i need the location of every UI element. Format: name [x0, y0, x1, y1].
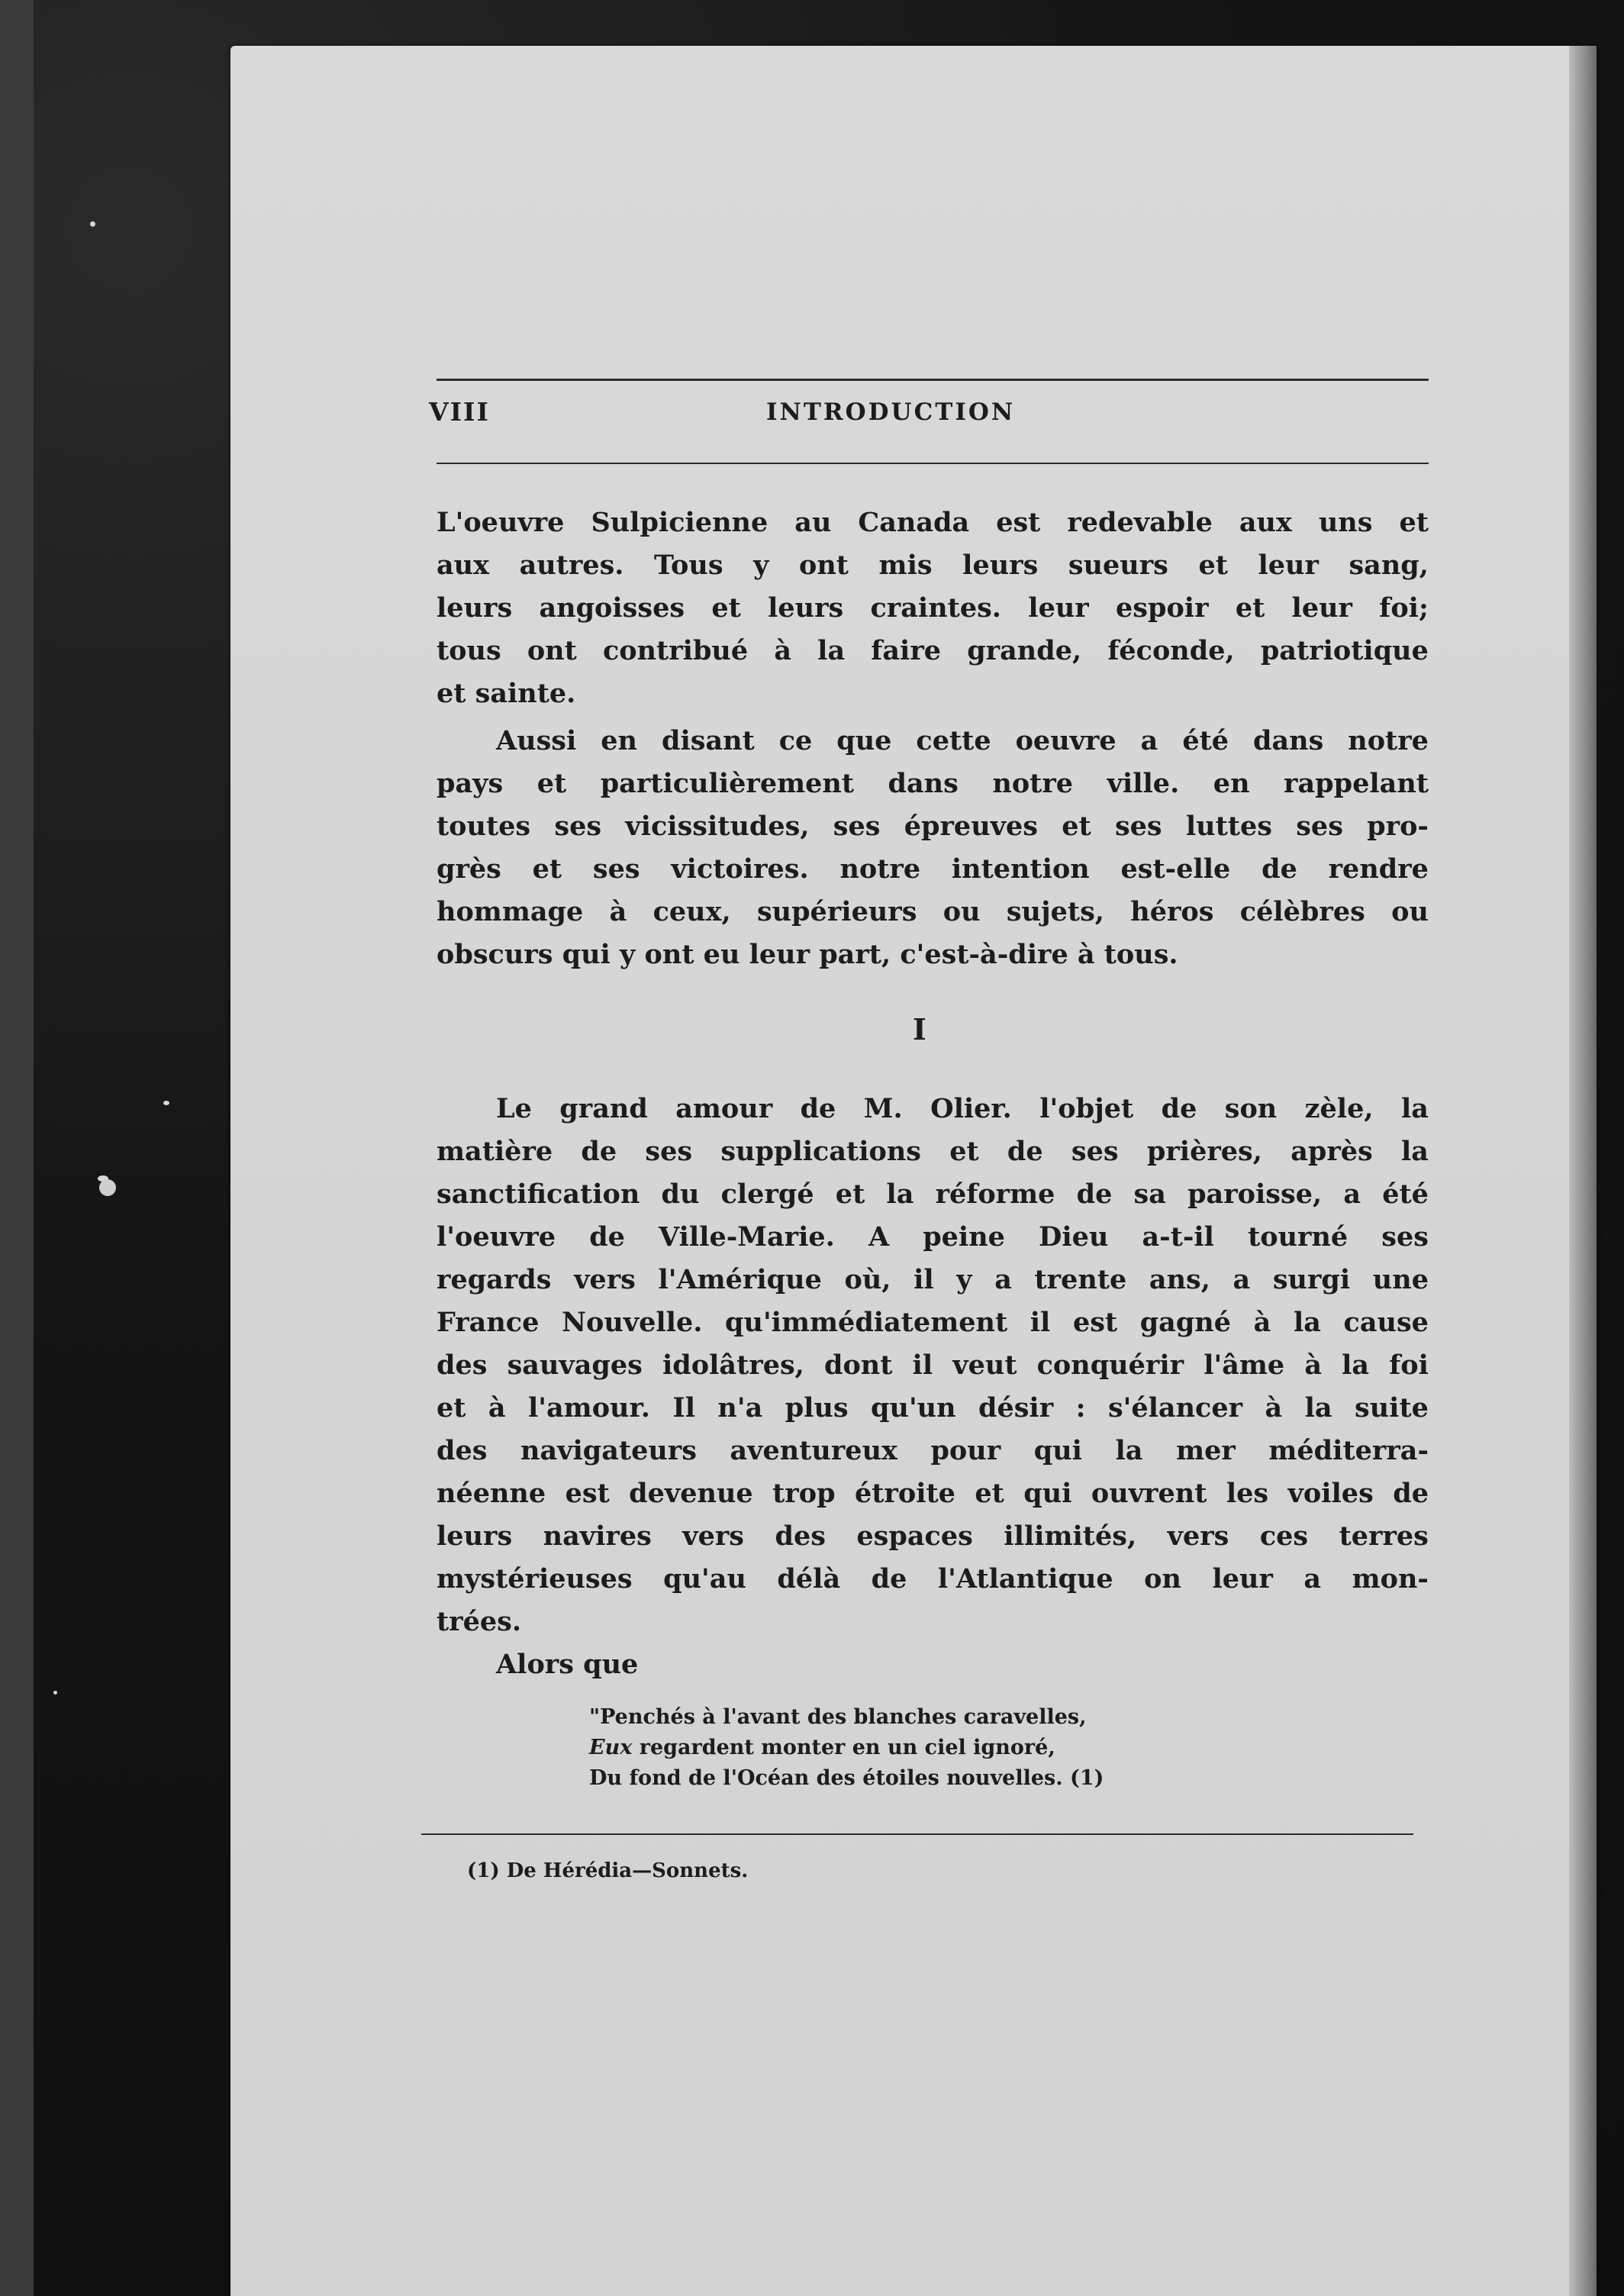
word: des — [775, 1520, 826, 1552]
scan-left-border — [0, 0, 34, 2296]
word: rendre — [1328, 853, 1429, 885]
word: clergé — [720, 1179, 814, 1210]
word: surgi — [1272, 1264, 1351, 1295]
word: leurs — [437, 1520, 513, 1552]
word: aux — [1239, 507, 1292, 538]
word: au — [794, 507, 832, 538]
word: trente — [1034, 1264, 1127, 1295]
word: sueurs — [1068, 550, 1168, 581]
word: délà — [777, 1563, 841, 1595]
word: L'oeuvre — [437, 507, 565, 538]
word: amour — [675, 1093, 773, 1124]
word: et — [1399, 507, 1429, 538]
word: Olier. — [930, 1093, 1012, 1124]
word: navigateurs — [520, 1435, 697, 1466]
word: qu'au — [663, 1563, 746, 1595]
word: : — [1075, 1392, 1086, 1424]
word: victoires. — [671, 853, 809, 885]
word: uns — [1318, 507, 1373, 538]
word: craintes. — [870, 592, 1001, 624]
word: cause — [1343, 1307, 1429, 1338]
word: vers — [682, 1520, 745, 1552]
paragraph-line — [437, 896, 1429, 927]
paragraph-line — [437, 1563, 1429, 1595]
word: mon- — [1352, 1563, 1429, 1595]
word: luttes — [1185, 811, 1272, 842]
word: suite — [1355, 1392, 1429, 1424]
word: ses — [1071, 1136, 1119, 1167]
word: il — [1030, 1307, 1051, 1338]
word: y — [956, 1264, 972, 1295]
word: voiles — [1287, 1478, 1374, 1509]
word: trop — [772, 1478, 836, 1509]
word: s'élancer — [1107, 1392, 1243, 1424]
word: l'amour. — [527, 1392, 650, 1424]
word: vicissitudes, — [625, 811, 810, 842]
word: à — [488, 1392, 506, 1424]
word: supérieurs — [756, 896, 917, 927]
word: ses — [833, 811, 881, 842]
word: son — [1224, 1093, 1278, 1124]
word: mystérieuses — [437, 1563, 633, 1595]
word: ouvrent — [1091, 1478, 1207, 1509]
section-number: I — [913, 1012, 926, 1046]
word: l'Atlantique — [937, 1563, 1113, 1595]
word: Sulpicienne — [591, 507, 768, 538]
paragraph-line: et sainte. — [437, 678, 576, 709]
word: Nouvelle. — [562, 1307, 703, 1338]
word: Canada — [858, 507, 970, 538]
word: néenne — [437, 1478, 546, 1509]
word: ses — [1296, 811, 1343, 842]
word: ville. — [1107, 768, 1180, 799]
paragraph-line — [437, 1136, 1429, 1167]
paragraph-line — [437, 592, 1429, 624]
verse-italic-word: Eux — [589, 1736, 633, 1759]
paragraph-line — [437, 1350, 1429, 1381]
page-edge — [1569, 46, 1597, 2296]
word: angoisses — [539, 592, 685, 624]
word: de — [1262, 853, 1297, 885]
paragraph-line — [437, 768, 1429, 799]
word: sanctification — [437, 1179, 640, 1210]
word: et — [949, 1136, 979, 1167]
word: et — [975, 1478, 1004, 1509]
word: pays — [437, 768, 504, 799]
word: Tous — [654, 550, 723, 581]
word: a — [1343, 1179, 1361, 1210]
word: rappelant — [1284, 768, 1429, 799]
word: en — [1213, 768, 1250, 799]
word: ses — [1381, 1221, 1429, 1253]
book-page — [230, 46, 1597, 2296]
word: contribué — [602, 635, 749, 666]
paragraph-line: trées. — [437, 1606, 522, 1637]
word: l'objet — [1039, 1093, 1134, 1124]
paragraph-line — [437, 811, 1429, 842]
word: mer — [1176, 1435, 1236, 1466]
word: a-t-il — [1142, 1221, 1214, 1253]
paragraph-line — [437, 1520, 1429, 1552]
word: méditerra- — [1268, 1435, 1429, 1466]
word: Il — [672, 1392, 695, 1424]
word: peine — [923, 1221, 1005, 1253]
word: la — [817, 635, 846, 666]
word: grand — [559, 1093, 648, 1124]
word: prières, — [1146, 1136, 1262, 1167]
word: leur — [1212, 1563, 1273, 1595]
word: navires — [543, 1520, 652, 1552]
word: la — [1115, 1435, 1143, 1466]
word: aux — [437, 550, 489, 581]
word: ses — [1114, 811, 1162, 842]
word: ou — [942, 896, 981, 927]
word: la — [1342, 1350, 1370, 1381]
word: sujets, — [1006, 896, 1104, 927]
word: Ville-Marie. — [659, 1221, 835, 1253]
word: y — [753, 550, 769, 581]
word: ont — [527, 635, 577, 666]
word: dont — [823, 1350, 893, 1381]
paragraph-line — [437, 1435, 1429, 1466]
word: de — [581, 1136, 617, 1167]
word: faire — [871, 635, 942, 666]
word: épreuves — [904, 811, 1038, 842]
word: ce — [778, 725, 813, 756]
paragraph-line — [437, 1392, 1429, 1424]
word: et — [1062, 811, 1091, 842]
word: étroite — [855, 1478, 955, 1509]
word: plus — [785, 1392, 849, 1424]
word: il — [914, 1264, 934, 1295]
word: M. — [863, 1093, 903, 1124]
verse-line — [589, 1736, 1055, 1759]
word: qui — [1033, 1435, 1082, 1466]
word: vers — [1167, 1520, 1229, 1552]
word: ceux, — [652, 896, 731, 927]
word: ses — [554, 811, 602, 842]
word: et — [1235, 592, 1265, 624]
word: de — [1161, 1093, 1197, 1124]
footnote-rule — [421, 1833, 1413, 1835]
word: ses — [645, 1136, 693, 1167]
page-folio: VIII — [429, 397, 490, 427]
word: a — [1232, 1264, 1251, 1295]
header-top-rule — [437, 379, 1429, 381]
header-bottom-rule — [437, 463, 1429, 464]
word: intention — [951, 853, 1090, 885]
paragraph-line — [496, 725, 1429, 756]
word: oeuvre — [1015, 725, 1116, 756]
word: cette — [916, 725, 991, 756]
word: notre — [992, 768, 1074, 799]
word: est-elle — [1120, 853, 1231, 885]
word: A — [868, 1221, 890, 1253]
word: Aussi — [496, 725, 577, 756]
word: supplications — [720, 1136, 921, 1167]
word: et — [835, 1179, 865, 1210]
footnote-text: (1) De Hérédia—Sonnets. — [467, 1859, 749, 1882]
paragraph-line — [437, 1221, 1429, 1253]
word: après — [1290, 1136, 1373, 1167]
word: est — [565, 1478, 610, 1509]
word: veut — [952, 1350, 1017, 1381]
word: réforme — [935, 1179, 1055, 1210]
paragraph-line — [437, 1179, 1429, 1210]
paragraph-line — [437, 507, 1429, 538]
word: ou — [1391, 896, 1429, 927]
word: autres. — [519, 550, 624, 581]
word: Le — [496, 1093, 532, 1124]
word: la — [1293, 1307, 1321, 1338]
word: l'oeuvre — [437, 1221, 556, 1253]
paragraph-line — [437, 1264, 1429, 1295]
verse-line: Du fond de l'Océan des étoiles nouvelles. (1) — [589, 1766, 1104, 1790]
paragraph-line — [437, 853, 1429, 885]
word: patriotique — [1260, 635, 1429, 666]
word: leur — [1258, 550, 1319, 581]
word: dans — [1252, 725, 1324, 756]
word: été — [1382, 1179, 1429, 1210]
word: regards — [437, 1264, 552, 1295]
word: redevable — [1067, 507, 1213, 538]
paragraph-line: obscurs qui y ont eu leur part, c'est-à-dire à tous. — [437, 939, 1178, 970]
word: leur — [1028, 592, 1089, 624]
word: paroisse, — [1187, 1179, 1323, 1210]
word: tous — [437, 635, 501, 666]
word: ont — [799, 550, 849, 581]
word: sang, — [1348, 550, 1429, 581]
dust-speck — [163, 1101, 169, 1105]
dust-speck — [53, 1691, 57, 1695]
word: les — [1226, 1478, 1269, 1509]
word: l'Amérique — [658, 1264, 822, 1295]
word: à — [1253, 1307, 1271, 1338]
word: terres — [1339, 1520, 1429, 1552]
word: et — [536, 768, 567, 799]
word: à — [609, 896, 627, 927]
word: zèle, — [1304, 1093, 1374, 1124]
word: conquérir — [1036, 1350, 1184, 1381]
word: particulièrement — [600, 768, 854, 799]
word: espaces — [856, 1520, 973, 1552]
word: n'a — [717, 1392, 763, 1424]
paragraph-line — [437, 1307, 1429, 1338]
word: et — [532, 853, 562, 885]
paragraph-line — [437, 550, 1429, 581]
word: disant — [661, 725, 755, 756]
word: espoir — [1116, 592, 1209, 624]
word: héros — [1130, 896, 1214, 927]
word: la — [1304, 1392, 1332, 1424]
word: ces — [1259, 1520, 1309, 1552]
word: qu'un — [871, 1392, 956, 1424]
word: que — [836, 725, 892, 756]
paragraph-line — [437, 1478, 1429, 1509]
word: été — [1182, 725, 1229, 756]
word: tourné — [1248, 1221, 1348, 1253]
word: grès — [437, 853, 501, 885]
word: et — [1198, 550, 1228, 581]
word: des — [437, 1435, 488, 1466]
word: sa — [1133, 1179, 1166, 1210]
word: on — [1144, 1563, 1181, 1595]
word: de — [800, 1093, 836, 1124]
word: toutes — [437, 811, 531, 842]
word: en — [601, 725, 637, 756]
word: Dieu — [1039, 1221, 1109, 1253]
word: leurs — [962, 550, 1039, 581]
word: notre — [1348, 725, 1429, 756]
word: de — [871, 1563, 907, 1595]
word: a — [994, 1264, 1012, 1295]
word: pro- — [1367, 811, 1429, 842]
dust-speck — [90, 221, 95, 227]
word: a — [1140, 725, 1158, 756]
word: il — [912, 1350, 933, 1381]
word: est — [1072, 1307, 1118, 1338]
word: mis — [878, 550, 933, 581]
verse-line-rest: regardent monter en un ciel ignoré, — [632, 1736, 1055, 1759]
word: qui — [1023, 1478, 1072, 1509]
word: de — [1007, 1136, 1043, 1167]
word: dans — [888, 768, 959, 799]
word: est — [996, 507, 1041, 538]
word: la — [1401, 1136, 1429, 1167]
word: leur — [1291, 592, 1352, 624]
word: de — [1076, 1179, 1113, 1210]
word: ses — [592, 853, 640, 885]
word: des — [437, 1350, 488, 1381]
word: à — [1304, 1350, 1323, 1381]
word: et — [711, 592, 741, 624]
word: foi — [1389, 1350, 1429, 1381]
word: a — [1303, 1563, 1322, 1595]
word: qu'immédiatement — [725, 1307, 1008, 1338]
word: de — [1393, 1478, 1429, 1509]
word: du — [661, 1179, 700, 1210]
word: où, — [844, 1264, 891, 1295]
word: notre — [839, 853, 921, 885]
word: la — [886, 1179, 914, 1210]
word: sauvages — [507, 1350, 643, 1381]
word: ans, — [1149, 1264, 1210, 1295]
word: grande, — [967, 635, 1082, 666]
word: leurs — [768, 592, 844, 624]
word: féconde, — [1107, 635, 1235, 666]
paragraph-line — [496, 1093, 1429, 1124]
verse-line: "Penchés à l'avant des blanches caravelles, — [589, 1705, 1087, 1729]
word: France — [437, 1307, 540, 1338]
word: et — [437, 1392, 466, 1424]
word: illimités, — [1004, 1520, 1137, 1552]
word: de — [589, 1221, 625, 1253]
word: matière — [437, 1136, 553, 1167]
word: célèbres — [1239, 896, 1365, 927]
word: foi; — [1379, 592, 1429, 624]
word: à — [1265, 1392, 1283, 1424]
word: désir — [978, 1392, 1054, 1424]
word: aventureux — [730, 1435, 897, 1466]
running-title: INTRODUCTION — [766, 398, 1016, 426]
lead-in-text: Alors que — [496, 1649, 639, 1680]
paragraph-line — [437, 635, 1429, 666]
word: à — [774, 635, 791, 666]
word: hommage — [437, 896, 584, 927]
dust-speck — [99, 1179, 116, 1196]
word: l'âme — [1204, 1350, 1285, 1381]
word: une — [1372, 1264, 1429, 1295]
word: vers — [574, 1264, 636, 1295]
word: gagné — [1139, 1307, 1232, 1338]
word: devenue — [629, 1478, 753, 1509]
word: la — [1400, 1093, 1429, 1124]
word: leurs — [437, 592, 513, 624]
word: idolâtres, — [662, 1350, 804, 1381]
word: pour — [930, 1435, 1001, 1466]
